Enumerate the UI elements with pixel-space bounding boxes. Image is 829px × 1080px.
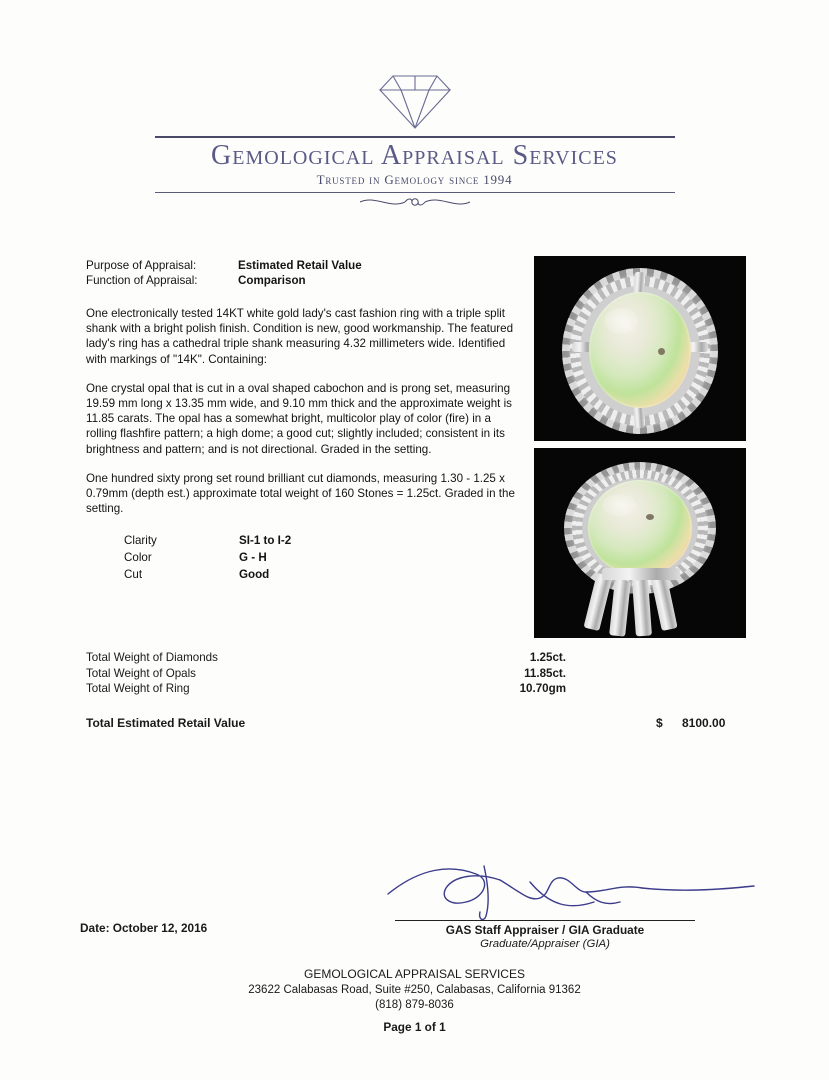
- purpose-label: Purpose of Appraisal:: [86, 259, 197, 272]
- footer-address: 23622 Calabasas Road, Suite #250, Calabasas, California 91362: [248, 983, 581, 996]
- flourish-ornament: [0, 194, 829, 212]
- totals-table: [86, 650, 646, 697]
- table-row: [86, 681, 646, 697]
- function-label: Function of Appraisal:: [86, 274, 198, 287]
- description-paragraph-3: One hundred sixty prong set round brilliant cut diamonds, measuring 1.30 - 1.25 x 0.79mm (depth est.) approximate total weight of 160 Stones = 1.25ct. Graded in the setting.: [86, 471, 515, 516]
- purpose-value: Estimated Retail Value: [238, 259, 362, 272]
- grade-label: Cut: [124, 568, 143, 582]
- handwritten-signature-icon: [380, 858, 760, 928]
- header-rule-top: [155, 136, 675, 138]
- ring-photo-angle-view: [534, 448, 746, 638]
- footer-phone: (818) 879-8036: [375, 999, 454, 1011]
- description-paragraph-1: One electronically tested 14KT white gold lady's cast fashion ring with a triple split shank with a bright polish finish. Condition is new, good workmanship. The featured lady's ring has a cathedral triple shank measuring 4.32 millimeters wide. Identified with markings of "14K". Containing:: [86, 307, 514, 366]
- signature-image: [380, 858, 760, 928]
- appraisal-date: Date: October 12, 2016: [80, 921, 208, 935]
- footer-company: GEMOLOGICAL APPRAISAL SERVICES: [304, 967, 525, 981]
- description-paragraph-2: One crystal opal that is cut in a oval shaped cabochon and is prong set, measuring 19.59 mm long x 13.35 mm wide, and 9.10 mm thick and the approximate weight is 11.85 carats. The opal has a somewhat bright, multicolor play of color (fire) in a rolling flashfire pattern; a high dome; a good cut; slightly included; consistent in its brightness and pattern; and is not directional. Graded in the setting.: [86, 381, 512, 456]
- grand-total-row: [86, 716, 736, 730]
- table-row: [86, 666, 646, 682]
- page-number: Page 1 of 1: [383, 1020, 446, 1034]
- total-value: 1.25ct.: [529, 651, 566, 664]
- grade-label: Color: [124, 551, 152, 565]
- document-footer: [0, 967, 829, 1014]
- function-row: [86, 273, 516, 288]
- company-tagline: Trusted in Gemology since 1994: [316, 172, 513, 187]
- table-row: [124, 532, 516, 549]
- grade-value: SI-1 to I-2: [239, 534, 292, 548]
- table-row: [86, 650, 646, 666]
- ring-photo-top-view: [534, 256, 746, 441]
- total-value: 10.70gm: [519, 682, 566, 695]
- grade-label: Clarity: [124, 534, 157, 548]
- grand-total-label: Total Estimated Retail Value: [86, 716, 246, 730]
- appraiser-title: GAS Staff Appraiser / GIA Graduate: [445, 923, 645, 937]
- total-label: Total Weight of Ring: [86, 682, 190, 695]
- signature-line: [395, 920, 695, 921]
- grade-value: Good: [239, 568, 270, 582]
- grading-table: [124, 532, 516, 583]
- diamond-icon: [360, 70, 470, 132]
- purpose-row: [86, 258, 516, 273]
- scroll-ornament-icon: [355, 194, 475, 210]
- appraisal-body: [86, 258, 516, 583]
- total-label: Total Weight of Opals: [86, 666, 196, 680]
- table-row: [124, 566, 516, 583]
- total-label: Total Weight of Diamonds: [86, 651, 218, 664]
- document-header: [0, 70, 829, 212]
- table-row: [124, 549, 516, 566]
- company-name: Gemological Appraisal Services: [211, 140, 618, 171]
- total-value: 11.85ct.: [524, 666, 566, 680]
- function-value: Comparison: [238, 274, 306, 287]
- appraiser-subtitle: Graduate/Appraiser (GIA): [480, 938, 610, 950]
- grade-value: G - H: [239, 551, 267, 565]
- currency-symbol: $: [656, 716, 663, 730]
- grand-total-amount: 8100.00: [682, 716, 726, 730]
- header-rule-bottom: [155, 192, 675, 193]
